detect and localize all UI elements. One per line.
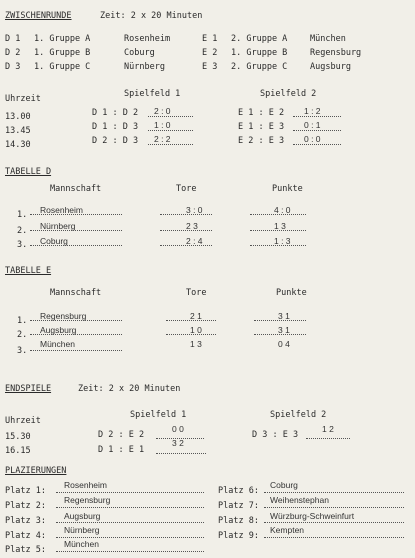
platz-dotted-line: [56, 522, 204, 523]
match-f1-teams: D 1 : D 2: [92, 108, 139, 118]
platz-dotted-line: [264, 492, 404, 493]
group-code-d1: D 1: [5, 34, 21, 44]
match-f1-score: 2 : 0: [154, 106, 171, 116]
platz-team: Regensburg: [64, 495, 111, 505]
table-team: Regensburg: [40, 311, 87, 321]
platz-team: München: [64, 539, 99, 549]
group-gruppe-d1: 1. Gruppe A: [34, 34, 91, 44]
table-dotted-line: [160, 230, 212, 231]
platz-label: Platz 9:: [218, 531, 259, 541]
platz-label: Platz 2:: [5, 501, 46, 511]
table-tore: 2 3: [186, 221, 198, 231]
spielfeld1-label: Spielfeld 1: [130, 410, 187, 420]
platz-label: Platz 5:: [5, 545, 46, 555]
table-punkte: 0 4: [278, 339, 290, 349]
platz-label: Platz 4:: [5, 531, 46, 541]
table-dotted-line: [166, 334, 216, 335]
platz-dotted-line: [56, 492, 204, 493]
table-tore: 2 1: [190, 311, 202, 321]
plazierungen-title: PLAZIERUNGEN: [5, 466, 67, 476]
group-team-d3: Nürnberg: [124, 62, 165, 72]
endspiele-zeit: Zeit: 2 x 20 Minuten: [78, 384, 181, 394]
table-dotted-line: [160, 245, 212, 246]
group-gruppe-e1: 2. Gruppe A: [231, 34, 288, 44]
match-time: 14.30: [5, 140, 31, 150]
table-tore: 1 3: [190, 339, 202, 349]
platz-label: Platz 6:: [218, 486, 259, 496]
tabelle-d-title: TABELLE D: [5, 167, 52, 177]
table-punkte: 3 1: [278, 325, 290, 335]
match-time: 15.30: [5, 432, 31, 442]
platz-label: Platz 8:: [218, 516, 259, 526]
platz-team: Nürnberg: [64, 525, 100, 535]
platz-team: Weihenstephan: [270, 495, 329, 505]
group-code-e1: E 1: [202, 34, 218, 44]
table-punkte: 4 : 0: [274, 205, 291, 215]
match-f1-score: 3 2: [172, 438, 184, 448]
tabelle-e-col-tore: Tore: [186, 288, 207, 298]
table-team: München: [40, 339, 75, 349]
match-f1-score: 0 0: [172, 424, 184, 434]
table-rank: 1.: [17, 210, 28, 220]
table-dotted-line: [30, 214, 122, 215]
match-f2-score: 0 : 1: [304, 120, 321, 130]
uhrzeit-label: Uhrzeit: [5, 94, 41, 104]
platz-dotted-line: [264, 507, 404, 508]
tabelle-d-col-punkte: Punkte: [272, 184, 303, 194]
table-team: Augsburg: [40, 325, 77, 335]
platz-dotted-line: [56, 537, 204, 538]
match-f1-teams: D 2 : E 2: [98, 430, 145, 440]
table-dotted-line: [250, 230, 306, 231]
table-dotted-line: [30, 245, 122, 246]
group-team-e2: Regensburg: [310, 48, 362, 58]
table-tore: 1 0: [190, 325, 202, 335]
match-f2-score: 1 : 2: [304, 106, 321, 116]
match-f1-score: 2 : 2: [154, 134, 171, 144]
table-dotted-line: [160, 214, 212, 215]
group-team-e3: Augsburg: [310, 62, 351, 72]
match-time: 16.15: [5, 446, 31, 456]
match-f2-score: 1 2: [322, 424, 334, 434]
match-f1-teams: D 1 : E 1: [98, 445, 145, 455]
spielfeld2-label: Spielfeld 2: [270, 410, 327, 420]
table-dotted-line: [30, 334, 122, 335]
zwischenrunde-title: ZWISCHENRUNDE: [5, 11, 72, 21]
platz-dotted-line: [56, 551, 204, 552]
tabelle-d-col-tore: Tore: [176, 184, 197, 194]
group-code-d3: D 3: [5, 62, 21, 72]
group-gruppe-d2: 1. Gruppe B: [34, 48, 91, 58]
platz-team: Kempten: [270, 525, 305, 535]
tabelle-e-col-mannschaft: Mannschaft: [50, 288, 102, 298]
score-dotted-line: [293, 144, 341, 145]
table-dotted-line: [166, 320, 216, 321]
table-rank: 3.: [17, 346, 28, 356]
group-code-d2: D 2: [5, 48, 21, 58]
table-dotted-line: [250, 245, 306, 246]
score-dotted-line: [306, 438, 350, 439]
uhrzeit-label: Uhrzeit: [5, 416, 41, 426]
platz-label: Platz 7:: [218, 501, 259, 511]
score-dotted-line: [148, 130, 193, 131]
table-team: Rosenheim: [40, 205, 83, 215]
table-dotted-line: [30, 320, 122, 321]
platz-dotted-line: [56, 507, 204, 508]
platz-team: Coburg: [270, 480, 298, 490]
group-team-d1: Rosenheim: [124, 34, 171, 44]
match-f2-teams: E 1 : E 2: [238, 108, 285, 118]
match-time: 13.45: [5, 126, 31, 136]
platz-team: Rosenheim: [64, 480, 107, 490]
tabelle-d-col-mannschaft: Mannschaft: [50, 184, 102, 194]
table-team: Nürnberg: [40, 221, 76, 231]
table-tore: 2 : 4: [186, 236, 203, 246]
table-dotted-line: [250, 214, 306, 215]
table-rank: 1.: [17, 316, 28, 326]
platz-team: Würzburg-Schweinfurt: [270, 511, 355, 521]
table-punkte: 1 3: [274, 221, 286, 231]
zwischenrunde-zeit: Zeit: 2 x 20 Minuten: [100, 11, 203, 21]
table-rank: 2.: [17, 330, 28, 340]
platz-label: Platz 3:: [5, 516, 46, 526]
spielfeld2-label: Spielfeld 2: [260, 89, 317, 99]
endspiele-title: ENDSPIELE: [5, 384, 52, 394]
match-f1-score: 1 : 0: [154, 120, 171, 130]
match-f1-teams: D 1 : D 3: [92, 122, 139, 132]
table-tore: 3 : 0: [186, 205, 203, 215]
table-rank: 2.: [17, 226, 28, 236]
table-rank: 3.: [17, 240, 28, 250]
table-dotted-line: [254, 320, 306, 321]
group-team-d2: Coburg: [124, 48, 155, 58]
platz-team: Augsburg: [64, 511, 101, 521]
group-gruppe-e3: 2. Gruppe C: [231, 62, 288, 72]
match-f2-score: 0 : 0: [304, 134, 321, 144]
spielfeld1-label: Spielfeld 1: [124, 89, 181, 99]
match-f2-teams: E 1 : E 3: [238, 122, 285, 132]
score-dotted-line: [293, 116, 341, 117]
table-punkte: 1 : 3: [274, 236, 291, 246]
table-dotted-line: [30, 230, 122, 231]
table-dotted-line: [30, 350, 122, 351]
tabelle-e-title: TABELLE E: [5, 266, 52, 276]
group-code-e2: E 2: [202, 48, 218, 58]
tabelle-e-col-punkte: Punkte: [276, 288, 307, 298]
score-dotted-line: [156, 453, 206, 454]
score-dotted-line: [293, 130, 341, 131]
group-gruppe-e2: 1. Gruppe B: [231, 48, 288, 58]
match-f2-teams: D 3 : E 3: [252, 430, 299, 440]
score-dotted-line: [148, 144, 193, 145]
group-gruppe-d3: 1. Gruppe C: [34, 62, 91, 72]
match-time: 13.00: [5, 112, 31, 122]
group-code-e3: E 3: [202, 62, 218, 72]
table-punkte: 3 1: [278, 311, 290, 321]
match-f1-teams: D 2 : D 3: [92, 136, 139, 146]
platz-label: Platz 1:: [5, 486, 46, 496]
table-dotted-line: [254, 334, 306, 335]
table-team: Coburg: [40, 236, 68, 246]
group-team-e1: München: [310, 34, 346, 44]
match-f2-teams: E 2 : E 3: [238, 136, 285, 146]
platz-dotted-line: [264, 522, 404, 523]
platz-dotted-line: [264, 537, 404, 538]
score-dotted-line: [148, 116, 193, 117]
